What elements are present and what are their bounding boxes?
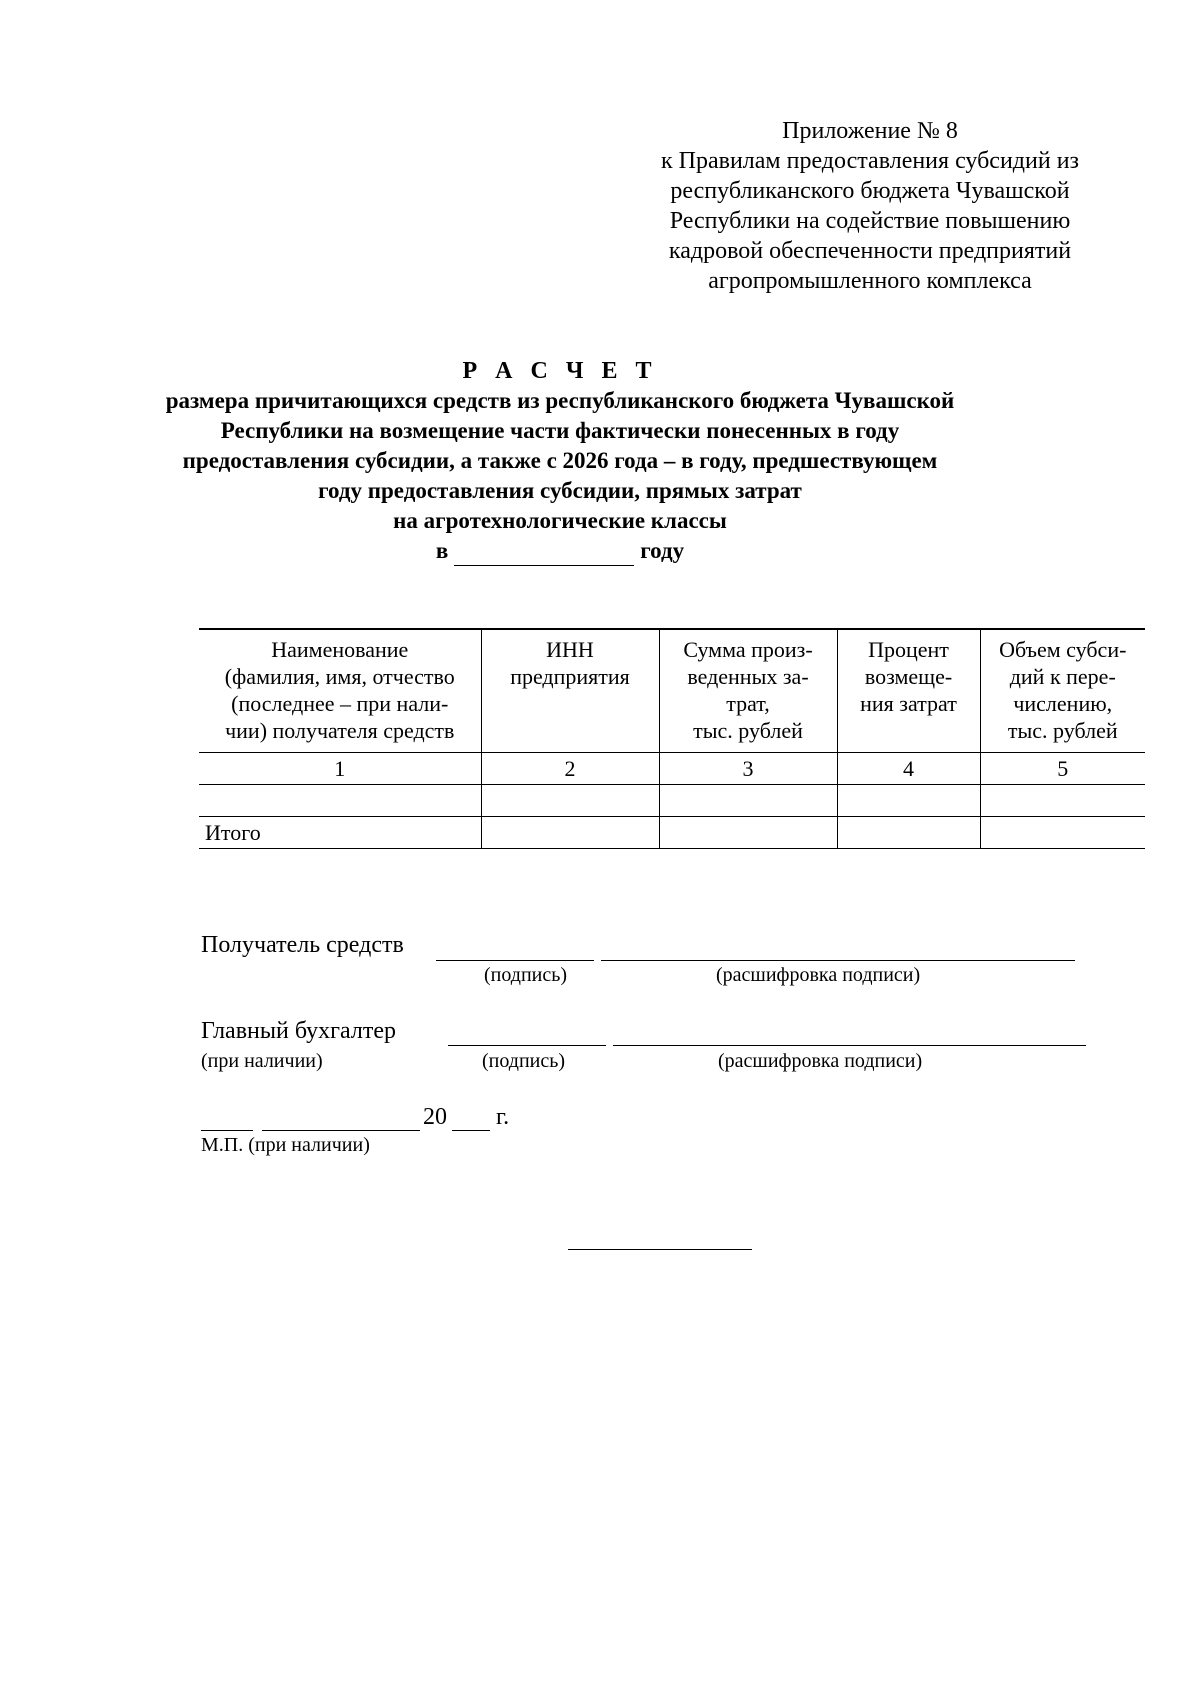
accountant-label: Главный бухгалтер: [201, 1018, 396, 1044]
document-title: [150, 356, 970, 566]
signature-caption: (подпись): [484, 964, 568, 986]
decode-caption: (расшифровка подписи): [716, 964, 921, 986]
title-year-line: [150, 536, 970, 566]
header-recipient-name: Наименование (фамилия, имя, отчество (последнее – при нали- чии) получателя средств: [199, 629, 481, 753]
appendix-header: [620, 116, 1120, 296]
recipient-decode-line[interactable]: [601, 960, 1075, 961]
table-header-row: [199, 629, 1145, 753]
year-blank: [454, 543, 634, 566]
date-day-line[interactable]: [201, 1130, 253, 1131]
accountant-decode-line[interactable]: [613, 1045, 1086, 1046]
decode-caption: (расшифровка подписи): [718, 1050, 923, 1072]
date-suffix: г.: [496, 1104, 510, 1130]
total-label: Итого: [199, 817, 481, 849]
date-year-prefix: 20: [423, 1104, 447, 1130]
header-costs-sum: Сумма произ- веденных за- трат, тыс. рублей: [659, 629, 837, 753]
header-reimbursement-percent: Процент возмеще- ния затрат: [837, 629, 980, 753]
table-cell[interactable]: [199, 785, 481, 817]
column-number: 4: [837, 753, 980, 785]
recipient-label: Получатель средств: [201, 932, 404, 958]
table-cell[interactable]: [837, 785, 980, 817]
appendix-line: агропромышленного комплекса: [708, 268, 1032, 294]
column-number: 1: [199, 753, 481, 785]
column-number: 5: [980, 753, 1145, 785]
signature-caption: (подпись): [482, 1050, 566, 1072]
column-number: 3: [659, 753, 837, 785]
title-line: Республики на возмещение части фактически понесенных в году: [220, 418, 900, 443]
header-inn: ИНН предприятия: [481, 629, 659, 753]
recipient-signature-line[interactable]: [436, 960, 594, 961]
date-month-line[interactable]: [262, 1130, 420, 1131]
table-number-row: [199, 753, 1145, 785]
header-subsidy-volume: Объем субси- дий к пере- числению, тыс. рублей: [980, 629, 1145, 753]
table-total-row: [199, 817, 1145, 849]
table-cell[interactable]: [481, 785, 659, 817]
title-line: году предоставления субсидии, прямых затрат: [318, 478, 802, 503]
column-number: 2: [481, 753, 659, 785]
table-cell[interactable]: [837, 817, 980, 849]
appendix-line: кадровой обеспеченности предприятий: [668, 238, 1072, 264]
appendix-line: Приложение № 8: [782, 118, 958, 144]
appendix-line: Республики на содействие повышению: [669, 208, 1071, 234]
accountant-note: (при наличии): [201, 1050, 323, 1072]
table-cell[interactable]: [659, 817, 837, 849]
table-cell[interactable]: [659, 785, 837, 817]
table-cell[interactable]: [980, 817, 1145, 849]
title-line: размера причитающихся средств из республиканского бюджета Чувашской: [165, 388, 955, 413]
table-cell[interactable]: [980, 785, 1145, 817]
calculation-table: [199, 628, 1145, 849]
year-prefix: в: [435, 538, 449, 563]
year-suffix: году: [640, 538, 685, 563]
accountant-signature-line[interactable]: [448, 1045, 606, 1046]
table-row: [199, 785, 1145, 817]
appendix-line: к Правилам предоставления субсидий из: [660, 148, 1080, 174]
title-line: на агротехнологические классы: [393, 508, 727, 533]
date-year-line[interactable]: [452, 1130, 490, 1131]
title-line: предоставления субсидии, а также с 2026 года – в году, предшествующем: [182, 448, 938, 473]
appendix-line: республиканского бюджета Чувашской: [670, 178, 1070, 204]
closing-separator: [568, 1249, 752, 1250]
table-cell[interactable]: [481, 817, 659, 849]
title-main: Р А С Ч Е Т: [462, 358, 658, 384]
stamp-note: М.П. (при наличии): [201, 1134, 370, 1156]
